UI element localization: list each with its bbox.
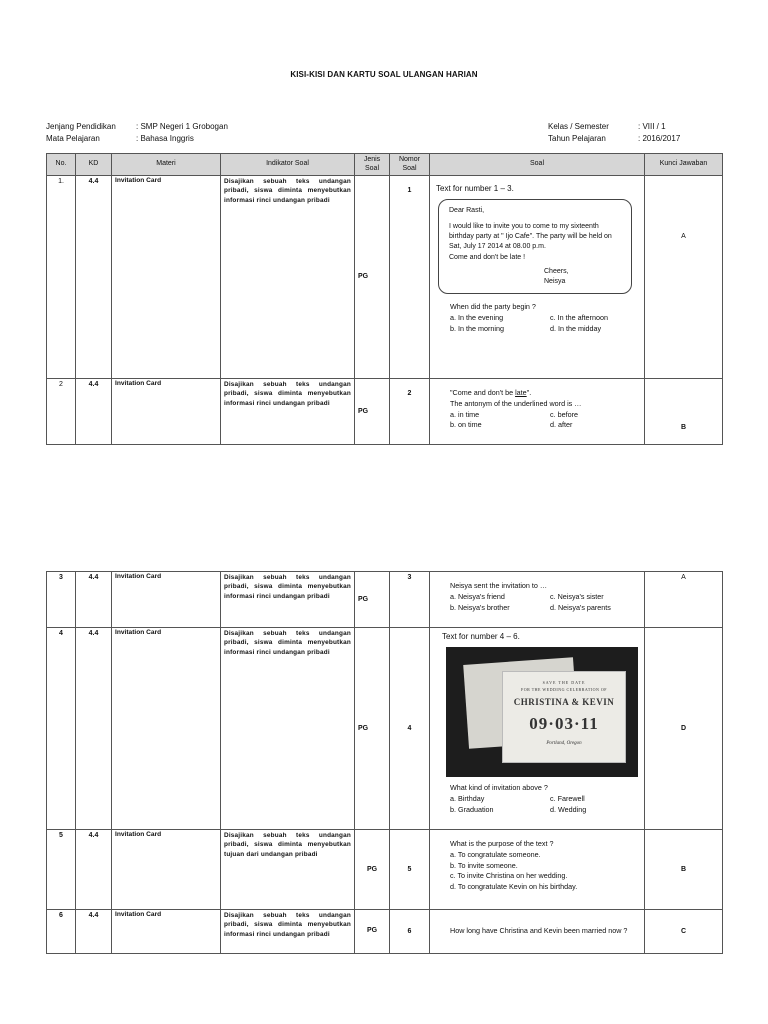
question-text: Neisya sent the invitation to … [450,581,548,590]
cell-nomor: 6 [390,910,430,954]
cell-soal [430,572,645,628]
table-row [47,910,723,954]
cell-jenis: PG [355,379,390,445]
cell-no: 5 [47,830,76,910]
cell-kd: 4.4 [76,379,112,445]
cell-indikator: Disajikan sebuah teks undangan pribadi, siswa diminta menyebutkan informasi rinci undangan pribadi [221,379,355,445]
document-title: KISI-KISI DAN KARTU SOAL ULANGAN HARIAN [290,70,478,79]
answer-options [450,410,638,432]
cell-soal [430,910,645,954]
cell-indikator: Disajikan sebuah teks undangan pribadi, siswa diminta menyebutkan informasi rinci undangan pribadi [221,176,355,379]
cell-materi: Invitation Card [112,910,221,954]
cell-nomor: 2 [390,379,430,445]
col-header-nomor: Nomor Soal [390,154,430,176]
cell-kunci: D [645,628,723,830]
table-row [47,830,723,910]
cell-jenis: PG [355,910,390,954]
cell-indikator: Disajikan sebuah teks undangan pribadi, siswa diminta menyebutkan informasi rinci undangan pribadi [221,910,355,954]
cell-indikator: Disajikan sebuah teks undangan pribadi, siswa diminta menyebutkan tujuan dari undangan pribadi [221,830,355,910]
letter-sender: Neisya [544,277,566,285]
col-header-indikator: Indikator Soal [221,154,355,176]
answer-options [450,313,638,335]
cell-soal [430,628,645,830]
header-row-tahun [548,133,680,145]
value-tahun: : 2016/2017 [638,134,681,143]
option-b: b. Graduation [450,804,494,814]
card-names: CHRISTINA & KEVIN [513,697,615,707]
text-intro: Text for number 1 – 3. [436,184,514,193]
invitation-card [502,671,626,763]
option-c: c. Farewell [550,793,585,803]
cell-soal [430,830,645,910]
col-header-kd: KD [76,154,112,176]
cell-no: 3 [47,572,76,628]
cell-nomor: 4 [390,628,430,830]
cell-kunci: A [645,176,723,379]
cell-soal [430,176,645,379]
cell-jenis: PG [355,572,390,628]
card-date: 09·03·11 [529,713,599,733]
cell-materi: Invitation Card [112,628,221,830]
cell-jenis: PG [355,628,390,830]
option-d: d. Wedding [550,804,587,814]
label-mapel: Mata Pelajaran [46,134,100,143]
option-c: c. In the afternoon [550,312,608,322]
answer-options [450,592,638,614]
cell-kunci: C [645,910,723,954]
value-jenjang: : SMP Negeri 1 Grobogan [136,122,228,131]
quote-text-start: "Come and don't be [450,388,516,397]
cell-indikator: Disajikan sebuah teks undangan pribadi, siswa diminta menyebutkan informasi rinci undangan pribadi [221,628,355,830]
invitation-letter [438,199,632,294]
option-b: b. To invite someone. [450,860,518,870]
option-a: a. in time [450,409,480,419]
cell-nomor: 5 [390,830,430,910]
label-jenjang: Jenjang Pendidikan [46,122,116,131]
letter-body: I would like to invite you to come to my sixteenth birthday party at " Ijo Cafe". The party will be held on Sat, July 17 2014 at 08.00 p.m. [449,223,612,251]
label-tahun: Tahun Pelajaran [548,134,606,143]
col-header-jenis: Jenis Soal [355,154,390,176]
col-header-no: No. [47,154,76,176]
card-line-save-date: SAVE THE DATE [542,680,586,685]
option-c: c. Neisya's sister [550,591,604,601]
cell-no: 2 [47,379,76,445]
card-script-line: Portland, Oregon [546,741,582,746]
cell-kunci: A [645,572,723,628]
option-d: d. In the midday [550,323,602,333]
card-line-celebration: FOR THE WEDDING CELEBRATION OF [521,687,607,692]
question-text: When did the party begin ? [450,301,536,311]
cell-kd: 4.4 [76,910,112,954]
question-text: How long have Christina and Kevin been married now ? [450,926,628,936]
soal-table-part-1 [46,153,723,445]
option-d: d. Neisya's parents [550,602,611,612]
cell-jenis: PG [355,830,390,910]
cell-kunci: B [645,379,723,445]
cell-materi: Invitation Card [112,572,221,628]
col-header-kunci: Kunci Jawaban [645,154,723,176]
wedding-invitation-photo [446,647,638,777]
option-a: a. Birthday [450,793,485,803]
option-c: c. To invite Christina on her wedding. [450,871,568,881]
text-intro: Text for number 4 – 6. [442,632,520,641]
soal-table-part-2 [46,571,723,954]
option-d: d. after [550,420,573,430]
label-kelas: Kelas / Semester [548,122,609,131]
table-row [47,572,723,628]
cell-no: 4 [47,628,76,830]
cell-kunci: B [645,830,723,910]
cell-no: 1. [47,176,76,379]
cell-materi: Invitation Card [112,830,221,910]
option-b: b. on time [450,420,482,430]
col-header-soal: Soal [430,154,645,176]
letter-signoff: Cheers, [544,267,569,275]
col-header-materi: Materi [112,154,221,176]
question-text: What kind of invitation above ? [450,783,548,792]
option-a: a. To congratulate someone. [450,849,541,859]
cell-soal [430,379,645,445]
option-b: b. In the morning [450,323,504,333]
header-row-mapel [46,133,228,145]
quote-text-end: ". [526,388,532,397]
question-text: The antonym of the underlined word is … [450,398,582,408]
cell-kd: 4.4 [76,176,112,379]
quote-underlined-word: late [515,388,527,397]
cell-indikator: Disajikan sebuah teks undangan pribadi, siswa diminta menyebutkan informasi rinci undangan pribadi [221,572,355,628]
option-a: a. In the evening [450,312,504,322]
option-a: a. Neisya's friend [450,591,505,601]
option-d: d. To congratulate Kevin on his birthday. [450,882,578,892]
header-row-kelas [548,121,680,133]
header-row-jenjang [46,121,228,133]
option-b: b. Neisya's brother [450,602,510,612]
cell-no: 6 [47,910,76,954]
header-right [548,121,680,145]
letter-greeting: Dear Rasti, [449,207,485,214]
answer-options [450,794,638,816]
cell-materi: Invitation Card [112,176,221,379]
value-mapel: : Bahasa Inggris [136,134,194,143]
question-text: What is the purpose of the text ? [450,839,554,848]
cell-kd: 4.4 [76,572,112,628]
cell-nomor: 3 [390,572,430,628]
table-header-row [47,154,723,176]
table-row [47,628,723,830]
cell-kd: 4.4 [76,830,112,910]
letter-closing: Come and don't be late ! [449,253,526,261]
header-left [46,121,228,145]
cell-jenis: PG [355,176,390,379]
value-kelas: : VIII / 1 [638,122,666,131]
cell-nomor: 1 [390,176,430,379]
quote-line [450,388,638,399]
cell-kd: 4.4 [76,628,112,830]
table-row [47,176,723,379]
table-row [47,379,723,445]
option-c: c. before [550,409,578,419]
cell-materi: Invitation Card [112,379,221,445]
